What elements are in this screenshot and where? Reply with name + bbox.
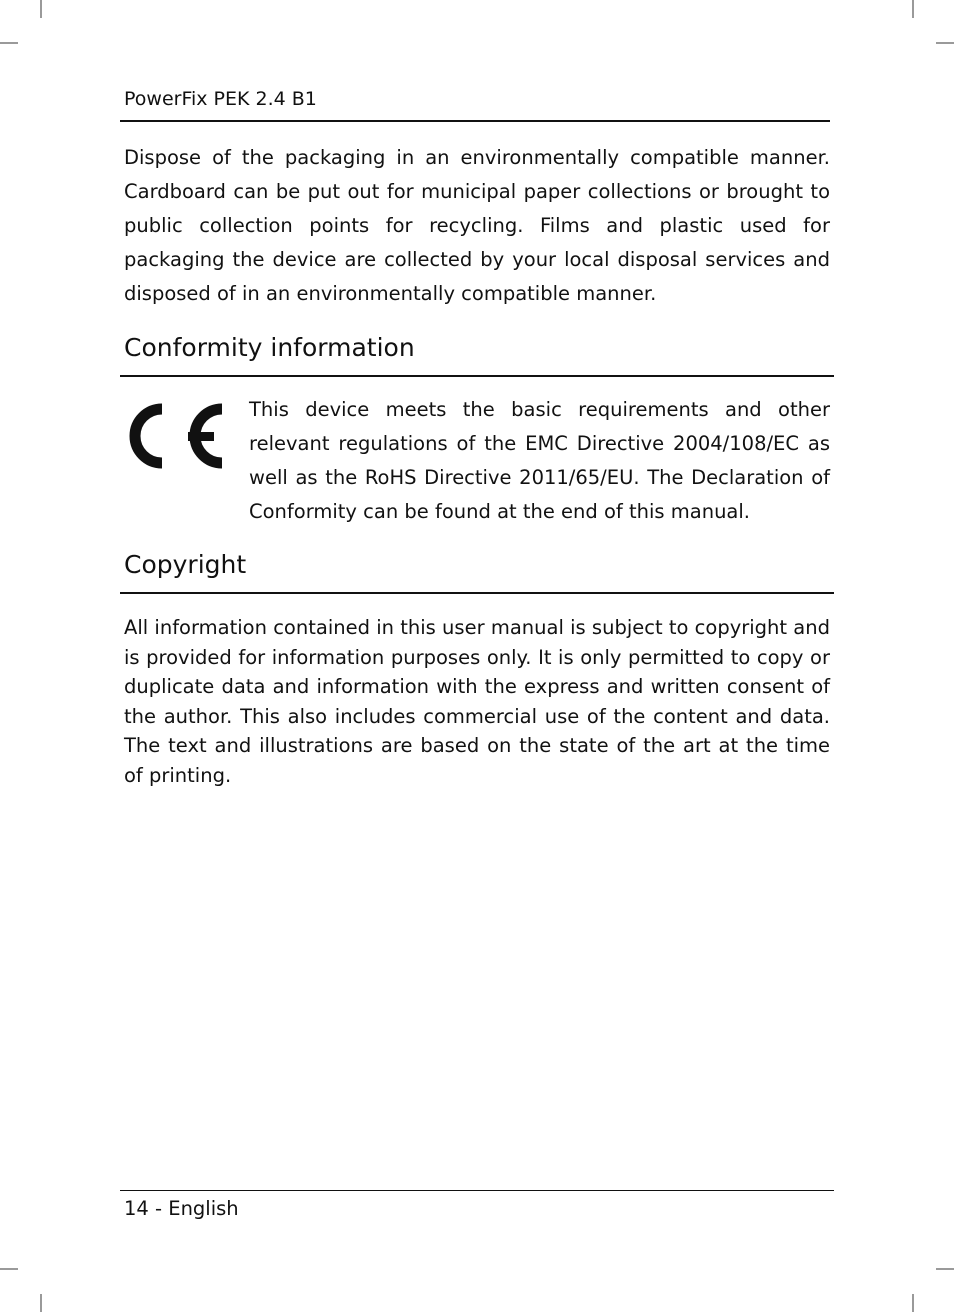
conformity-heading: Conformity information [124,333,415,362]
crop-mark [912,1294,914,1312]
packaging-paragraph: Dispose of the packaging in an environmentally compatible manner. Cardboard can be put out for municipal paper collections or brought to public collection points for recycling. Films and plastic used for packaging the device are collected by your local disposal services and disposed of in an environmentally compatible manner. [124,146,830,305]
copyright-heading-rule [120,592,834,594]
copyright-heading: Copyright [124,550,247,579]
crop-mark [936,1268,954,1270]
conformity-heading-rule [120,375,834,377]
crop-mark [40,0,42,18]
crop-mark [40,1294,42,1312]
conformity-paragraph: This device meets the basic requirements and other relevant regulations of the EMC Directive 2004/108/EC as well as the RoHS Directive 2011/65/EU. The Declaration of Conformity can be found at the end of this manual. [249,398,830,523]
copyright-paragraph: All information contained in this user manual is subject to copyright and is provided for information purposes only. It is only permitted to copy or duplicate data and information with the express and written consent of the author. This also includes commercial use of the content and data. The text and illustrations are based on the state of the art at the time of printing. [124,616,830,787]
crop-mark [0,42,18,44]
page-header-title: PowerFix PEK 2.4 B1 [124,88,317,110]
page-number-label: 14 - English [124,1197,239,1220]
crop-mark [936,42,954,44]
ce-mark-icon [122,398,228,474]
crop-mark [912,0,914,18]
crop-mark [0,1268,18,1270]
header-rule [120,120,830,122]
footer-rule [120,1190,834,1191]
